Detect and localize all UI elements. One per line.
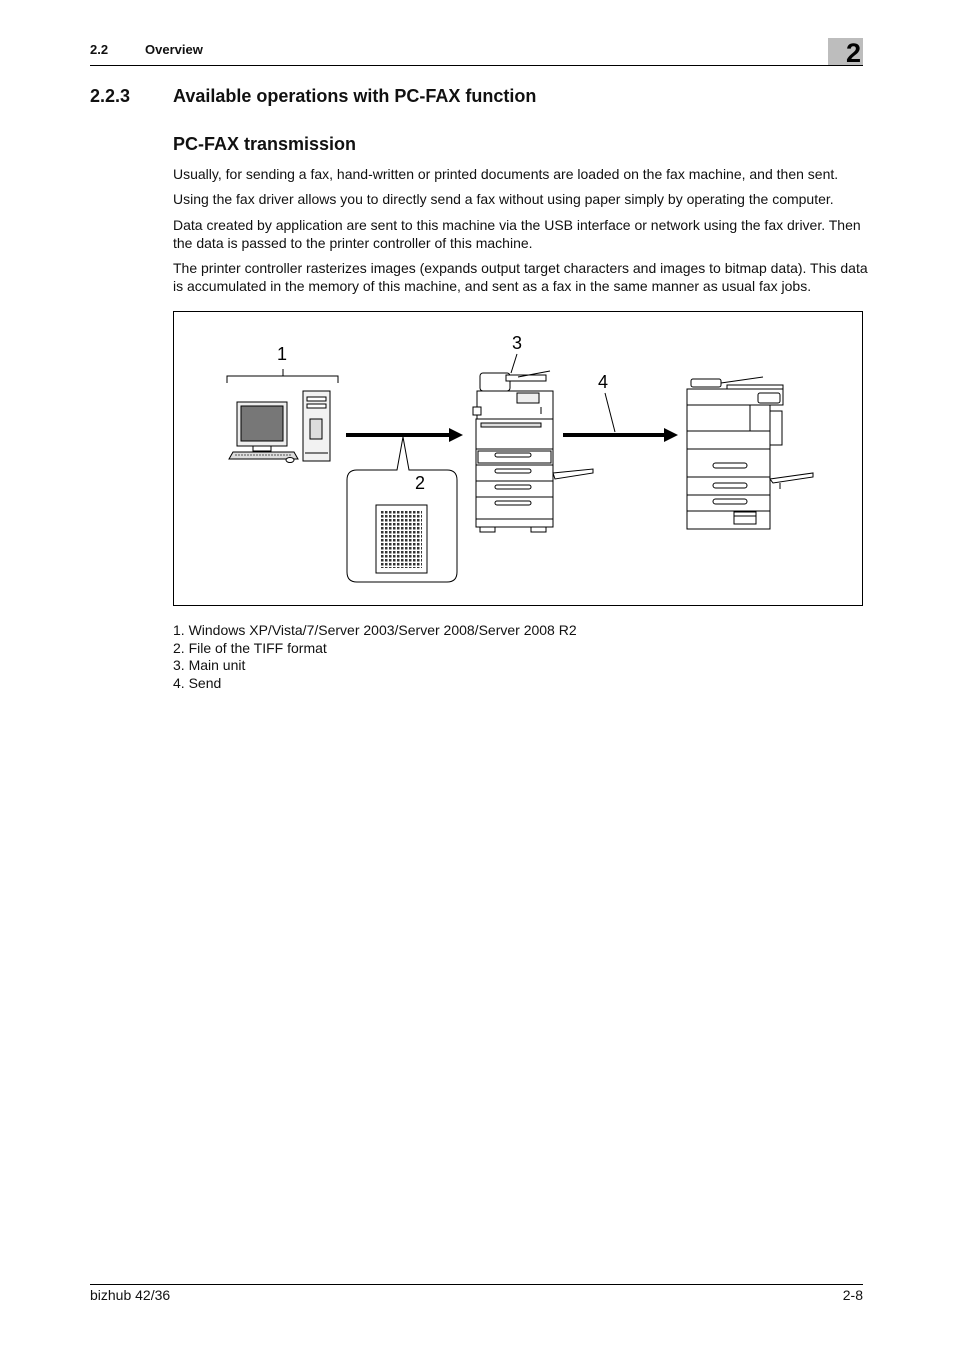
callout-1: 1 xyxy=(277,344,288,364)
footer-product-name: bizhub 42/36 xyxy=(90,1287,171,1303)
footer-page-number: 2-8 xyxy=(842,1287,863,1303)
legend-item: 1. Windows XP/Vista/7/Server 2003/Server 2008/Server 2008 R2 xyxy=(173,622,577,638)
legend-item: 2. File of the TIFF format xyxy=(173,639,327,656)
legend-item: 4. Send xyxy=(173,675,222,692)
callout-4: 4 xyxy=(598,372,609,392)
body-paragraph: The printer controller rasterizes images (expands output target characters and images to bitmap data). This data is accumulated in the memory of this machine, and sent as a fax in the same manner as usual fax jobs. xyxy=(173,260,868,294)
document-page-icon xyxy=(381,511,422,568)
header-section-number: 2.2 xyxy=(90,42,109,57)
legend-item: 3. Main unit xyxy=(173,657,246,674)
body-paragraph: Usually, for sending a fax, hand-written or printed documents are loaded on the fax machine, and then sent. xyxy=(173,166,839,182)
pc-fax-diagram xyxy=(173,311,863,606)
header-section-title: Overview xyxy=(145,42,203,57)
footer-rule xyxy=(90,1284,863,1285)
figure-legend xyxy=(173,622,577,693)
body-paragraph: Data created by application are sent to this machine via the USB interface or network using the fax driver. Then the data is passed to the printer controller of this machine. xyxy=(173,217,861,251)
section-number: 2.2.3 xyxy=(90,86,131,106)
callout-3: 3 xyxy=(512,333,523,353)
section-title: Available operations with PC-FAX function xyxy=(173,86,537,106)
body-paragraph: Using the fax driver allows you to directly send a fax without using paper simply by operating the computer. xyxy=(173,191,834,207)
header-rule xyxy=(90,65,863,66)
chapter-number-badge: 2 xyxy=(828,38,863,65)
callout-2: 2 xyxy=(415,473,426,493)
subsection-title: PC-FAX transmission xyxy=(173,134,357,154)
